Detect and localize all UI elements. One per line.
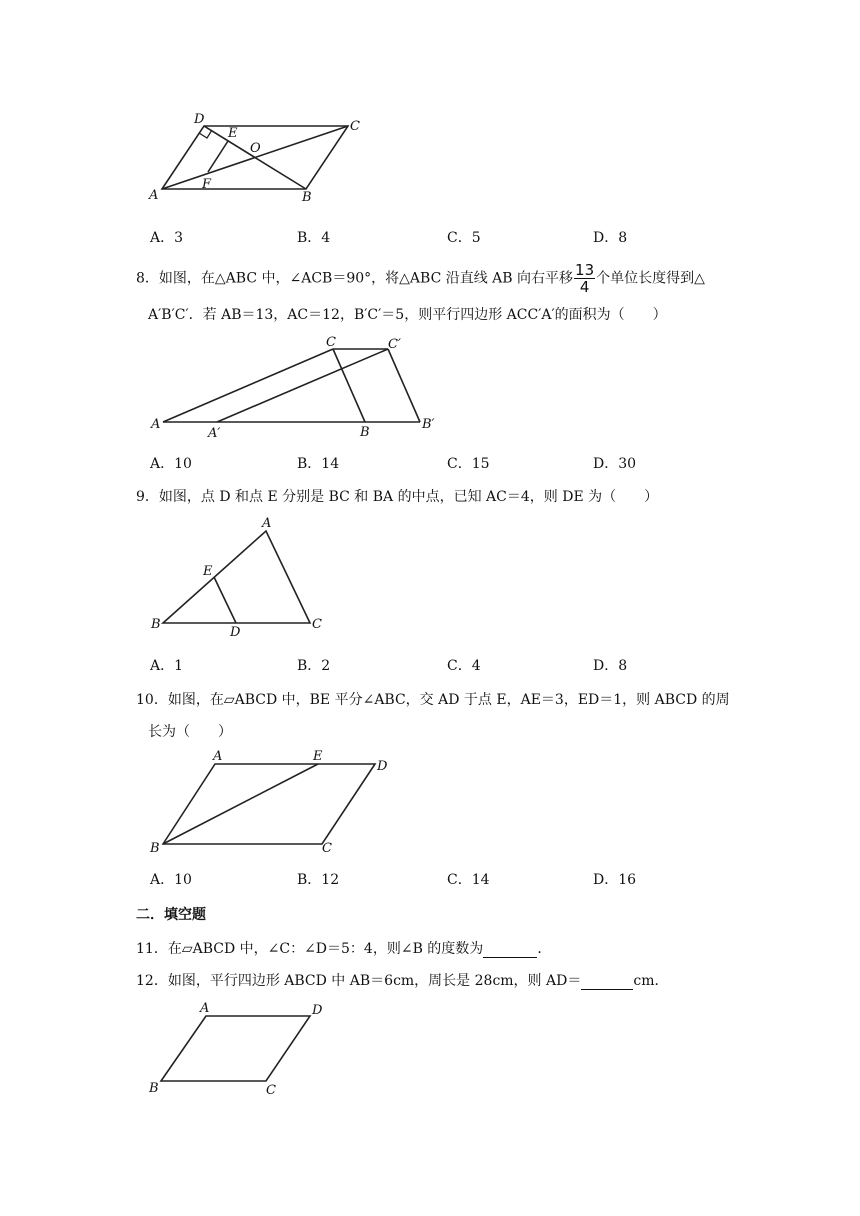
label-d: D (194, 112, 205, 127)
label-e: E (203, 564, 213, 579)
q7-option-d: D．8 (593, 230, 628, 246)
q8-text-b: 个单位长度得到△ (596, 270, 705, 287)
label-o: O (250, 141, 261, 156)
label-c: C (322, 841, 332, 856)
label-a: A (262, 516, 272, 531)
q8-line2: A′B′C′．若 AB＝13，AC＝12，B′C′＝5，则平行四边形 ACC′A′的面积为（ ） (148, 307, 667, 323)
q10-option-b: B．12 (297, 872, 340, 888)
q12-text: 12．如图，平行四边形 ABCD 中 AB＝6cm，周长是 28cm，则 AD＝ (136, 973, 582, 989)
label-a-prime: A′ (208, 426, 221, 441)
q11-text: 11．在▱ABCD 中，∠C：∠D＝5：4，则∠B 的度数为 (136, 941, 484, 957)
q8-text-a: 8．如图，在△ABC 中，∠ACB＝90°，将△ABC 沿直线 AB 向右平移 (136, 270, 574, 287)
q7-option-a: A．3 (150, 230, 184, 246)
q9-option-d: D．8 (593, 658, 628, 674)
q9-line1: 9．如图，点 D 和点 E 分别是 BC 和 BA 的中点，已知 AC＝4，则 DE 为（ ） (136, 489, 659, 505)
q7-option-b: B．4 (297, 230, 331, 246)
label-d: D (312, 1003, 323, 1018)
q9-option-b: B．2 (297, 658, 331, 674)
q8-option-a: A．10 (150, 456, 192, 472)
label-b: B (360, 425, 370, 440)
q9-option-c: C．4 (447, 658, 481, 674)
q10-option-c: C．14 (447, 872, 490, 888)
label-c: C (312, 617, 322, 632)
label-e: E (228, 126, 238, 141)
label-a: A (213, 749, 223, 764)
label-b: B (151, 617, 161, 632)
q8-option-b: B．14 (297, 456, 340, 472)
label-c: C (350, 119, 360, 134)
q10-option-d: D．16 (593, 872, 637, 888)
label-b: B (150, 841, 160, 856)
label-f: F (202, 177, 212, 192)
label-a: A (149, 188, 159, 203)
q9-option-a: A．1 (150, 658, 184, 674)
label-a: A (200, 1001, 210, 1016)
q8-option-d: D．30 (593, 456, 637, 472)
q12-tail: cm． (633, 973, 669, 989)
q10-line1: 10．如图，在▱ABCD 中，BE 平分∠ABC，交 AD 于点 E，AE＝3，ED＝1，则 ABCD 的周 (136, 692, 730, 708)
label-a: A (151, 417, 161, 432)
q7-option-c: C．5 (447, 230, 481, 246)
q8-fraction-den: 4 (579, 278, 590, 296)
q8-fraction-num: 13 (575, 261, 595, 279)
q8-option-c: C．15 (447, 456, 490, 472)
label-b: B (302, 190, 312, 205)
q10-option-a: A．10 (150, 872, 192, 888)
q10-line2: 长为（ ） (148, 724, 232, 740)
section-fill-in-blank: 二．填空题 (136, 907, 206, 923)
label-c: C (266, 1083, 276, 1098)
label-d: D (377, 759, 388, 774)
label-e: E (313, 749, 323, 764)
parallelogram-abcd (161, 1016, 310, 1081)
label-c-prime: C′ (388, 337, 401, 352)
label-d: D (230, 625, 241, 640)
label-b-prime: B′ (422, 417, 435, 432)
q11-tail: ． (537, 941, 552, 957)
label-c: C (326, 335, 336, 350)
label-b: B (149, 1081, 159, 1096)
